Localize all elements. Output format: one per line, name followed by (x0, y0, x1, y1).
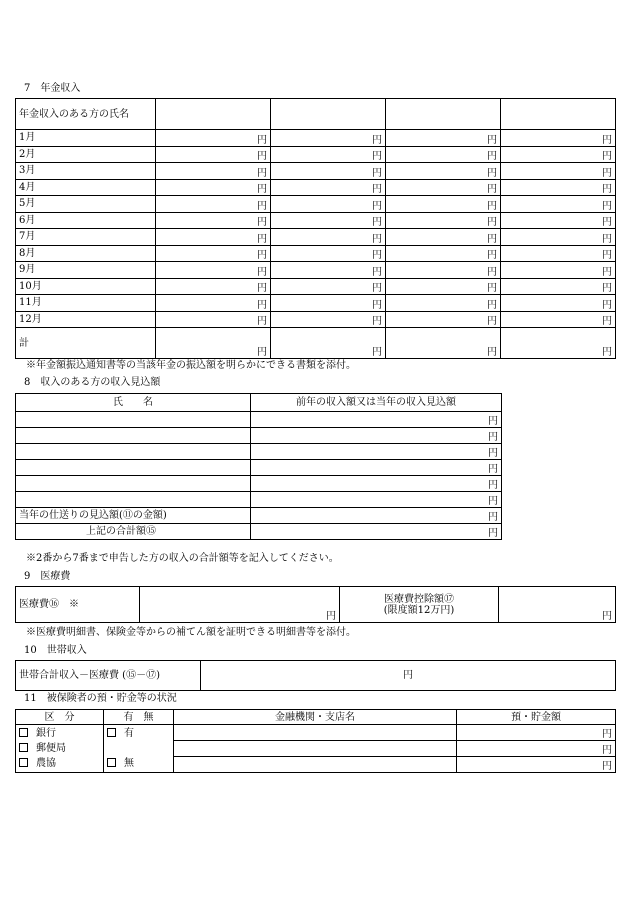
amount-cell[interactable]: 円 (251, 412, 502, 428)
section9-note: ※医療費明細書、保険金等からの補てん額を証明できる明細書等を添付。 (26, 627, 356, 638)
pension-total-cell[interactable]: 円 (501, 328, 616, 359)
pension-amount-cell[interactable]: 円 (156, 229, 271, 246)
pension-total-cell[interactable]: 円 (386, 328, 501, 359)
pension-amount-cell[interactable]: 円 (156, 179, 271, 196)
pension-amount-cell[interactable]: 円 (386, 262, 501, 279)
pension-amount-cell[interactable]: 円 (501, 212, 616, 229)
pension-amount-cell[interactable]: 円 (501, 295, 616, 312)
month-label: 6月 (16, 212, 156, 229)
deduction-label-line2: (限度額12万円) (383, 604, 455, 616)
kubun-option-post[interactable]: 郵便局 (19, 741, 100, 756)
pension-amount-cell[interactable]: 円 (271, 196, 386, 213)
pension-amount-cell[interactable]: 円 (501, 278, 616, 295)
bank-name-cell[interactable] (174, 757, 457, 773)
pension-amount-cell[interactable]: 円 (386, 212, 501, 229)
pension-amount-cell[interactable]: 円 (501, 196, 616, 213)
medical-label: 医療費⑯ ※ (16, 587, 140, 623)
month-label: 8月 (16, 245, 156, 262)
section7-title: 7 年金収入 (24, 83, 81, 94)
name-cell[interactable] (16, 412, 251, 428)
savings-amount-cell[interactable]: 円 (457, 741, 616, 757)
pensioner-name-cell[interactable] (386, 99, 501, 130)
household-income-table (15, 660, 616, 691)
month-label: 9月 (16, 262, 156, 279)
pension-amount-cell[interactable]: 円 (386, 295, 501, 312)
section11-title: 11 被保険者の預・貯金等の状況 (24, 693, 177, 704)
pension-amount-cell[interactable]: 円 (271, 311, 386, 328)
col-umu-header: 有 無 (104, 710, 174, 725)
pensioner-name-cell[interactable] (271, 99, 386, 130)
household-label: 世帯合計収入－医療費 (⑮－⑰) (16, 661, 201, 691)
pension-amount-cell[interactable]: 円 (501, 229, 616, 246)
month-label: 11月 (16, 295, 156, 312)
pension-amount-cell[interactable]: 円 (501, 163, 616, 180)
pension-total-cell[interactable]: 円 (156, 328, 271, 359)
pension-amount-cell[interactable]: 円 (156, 146, 271, 163)
pension-amount-cell[interactable]: 円 (271, 245, 386, 262)
pension-amount-cell[interactable]: 円 (386, 311, 501, 328)
sum-amount[interactable]: 円 (251, 524, 502, 540)
pension-amount-cell[interactable]: 円 (271, 212, 386, 229)
deduction-label-line1: 医療費控除額⑰ (384, 593, 454, 605)
amount-cell[interactable]: 円 (251, 444, 502, 460)
deduction-amount[interactable]: 円 (499, 587, 616, 623)
pension-amount-cell[interactable]: 円 (271, 295, 386, 312)
pension-amount-cell[interactable]: 円 (271, 179, 386, 196)
umu-options (104, 725, 174, 773)
name-cell[interactable] (16, 476, 251, 492)
kubun-options (16, 725, 104, 773)
umu-option-yes[interactable]: 有 (107, 726, 170, 741)
pension-amount-cell[interactable]: 円 (271, 229, 386, 246)
section9-title: 9 医療費 (24, 571, 71, 582)
remittance-amount[interactable]: 円 (251, 508, 502, 524)
pension-amount-cell[interactable]: 円 (386, 146, 501, 163)
pension-amount-cell[interactable]: 円 (386, 229, 501, 246)
col-bank-header: 金融機関・支店名 (174, 710, 457, 725)
month-label: 12月 (16, 311, 156, 328)
section7-note: ※年金額振込通知書等の当該年金の振込額を明らかにできる書類を添付。 (26, 360, 356, 371)
pension-amount-cell[interactable]: 円 (156, 130, 271, 147)
checkbox[interactable] (107, 728, 116, 737)
pension-amount-cell[interactable]: 円 (386, 163, 501, 180)
month-label: 1月 (16, 130, 156, 147)
pension-amount-cell[interactable]: 円 (386, 130, 501, 147)
bank-name-cell[interactable] (174, 725, 457, 741)
kubun-option-bank[interactable]: 銀行 (19, 726, 100, 741)
pension-total-cell[interactable]: 円 (271, 328, 386, 359)
col-kubun-header: 区 分 (16, 710, 104, 725)
medical-amount[interactable]: 円 (140, 587, 340, 623)
pension-amount-cell[interactable]: 円 (501, 262, 616, 279)
checkbox[interactable] (19, 758, 28, 767)
col-name-header: 氏 名 (16, 394, 251, 412)
medical-expense-table (15, 586, 616, 623)
name-cell[interactable] (16, 492, 251, 508)
umu-option-no[interactable]: 無 (107, 756, 170, 771)
pension-amount-cell[interactable]: 円 (501, 179, 616, 196)
pension-amount-cell[interactable]: 円 (271, 262, 386, 279)
pension-amount-cell[interactable]: 円 (386, 245, 501, 262)
savings-amount-cell[interactable]: 円 (457, 757, 616, 773)
pension-amount-cell[interactable]: 円 (156, 262, 271, 279)
month-label: 2月 (16, 146, 156, 163)
section8-note: ※2番から7番まで申告した方の収入の合計額等を記入してください。 (26, 553, 339, 564)
amount-cell[interactable]: 円 (251, 428, 502, 444)
month-label: 5月 (16, 196, 156, 213)
col-savings-amount-header: 預・貯金額 (457, 710, 616, 725)
pension-amount-cell[interactable]: 円 (156, 163, 271, 180)
total-label: 計 (16, 328, 156, 359)
remittance-label: 当年の仕送りの見込額(⑪の金額) (16, 508, 251, 524)
pension-amount-cell[interactable]: 円 (271, 130, 386, 147)
amount-cell[interactable]: 円 (251, 476, 502, 492)
savings-table (15, 709, 616, 773)
name-cell[interactable] (16, 460, 251, 476)
pension-amount-cell[interactable]: 円 (501, 245, 616, 262)
pension-income-table (15, 98, 616, 359)
pension-amount-cell[interactable]: 円 (271, 163, 386, 180)
pension-amount-cell[interactable]: 円 (156, 245, 271, 262)
name-cell[interactable] (16, 428, 251, 444)
pension-amount-cell[interactable]: 円 (271, 146, 386, 163)
pension-amount-cell[interactable]: 円 (386, 196, 501, 213)
pension-amount-cell[interactable]: 円 (501, 311, 616, 328)
col-amount-header: 前年の収入額又は当年の収入見込額 (251, 394, 502, 412)
sum-label: 上記の合計額⑮ (16, 524, 251, 540)
pension-amount-cell[interactable]: 円 (271, 278, 386, 295)
bank-name-cell[interactable] (174, 741, 457, 757)
month-label: 4月 (16, 179, 156, 196)
checkbox[interactable] (107, 758, 116, 767)
month-label: 10月 (16, 278, 156, 295)
name-label: 年金収入のある方の氏名 (16, 99, 156, 130)
deduction-label (340, 587, 499, 623)
month-label: 7月 (16, 229, 156, 246)
kubun-option-ja[interactable]: 農協 (19, 756, 100, 771)
pension-amount-cell[interactable]: 円 (156, 278, 271, 295)
pension-amount-cell[interactable]: 円 (501, 146, 616, 163)
name-cell[interactable] (16, 444, 251, 460)
checkbox[interactable] (19, 743, 28, 752)
pension-amount-cell[interactable]: 円 (386, 278, 501, 295)
pensioner-name-cell[interactable] (501, 99, 616, 130)
section8-title: 8 収入のある方の収入見込額 (24, 377, 161, 388)
pension-amount-cell[interactable]: 円 (156, 196, 271, 213)
pension-amount-cell[interactable]: 円 (386, 179, 501, 196)
amount-cell[interactable]: 円 (251, 492, 502, 508)
pension-amount-cell[interactable]: 円 (156, 295, 271, 312)
savings-amount-cell[interactable]: 円 (457, 725, 616, 741)
section10-title: 10 世帯収入 (24, 645, 87, 656)
pension-amount-cell[interactable]: 円 (156, 311, 271, 328)
expected-income-table (15, 393, 502, 540)
pensioner-name-cell[interactable] (156, 99, 271, 130)
pension-amount-cell[interactable]: 円 (501, 130, 616, 147)
pension-amount-cell[interactable]: 円 (156, 212, 271, 229)
amount-cell[interactable]: 円 (251, 460, 502, 476)
household-amount[interactable]: 円 (201, 661, 616, 691)
month-label: 3月 (16, 163, 156, 180)
checkbox[interactable] (19, 728, 28, 737)
